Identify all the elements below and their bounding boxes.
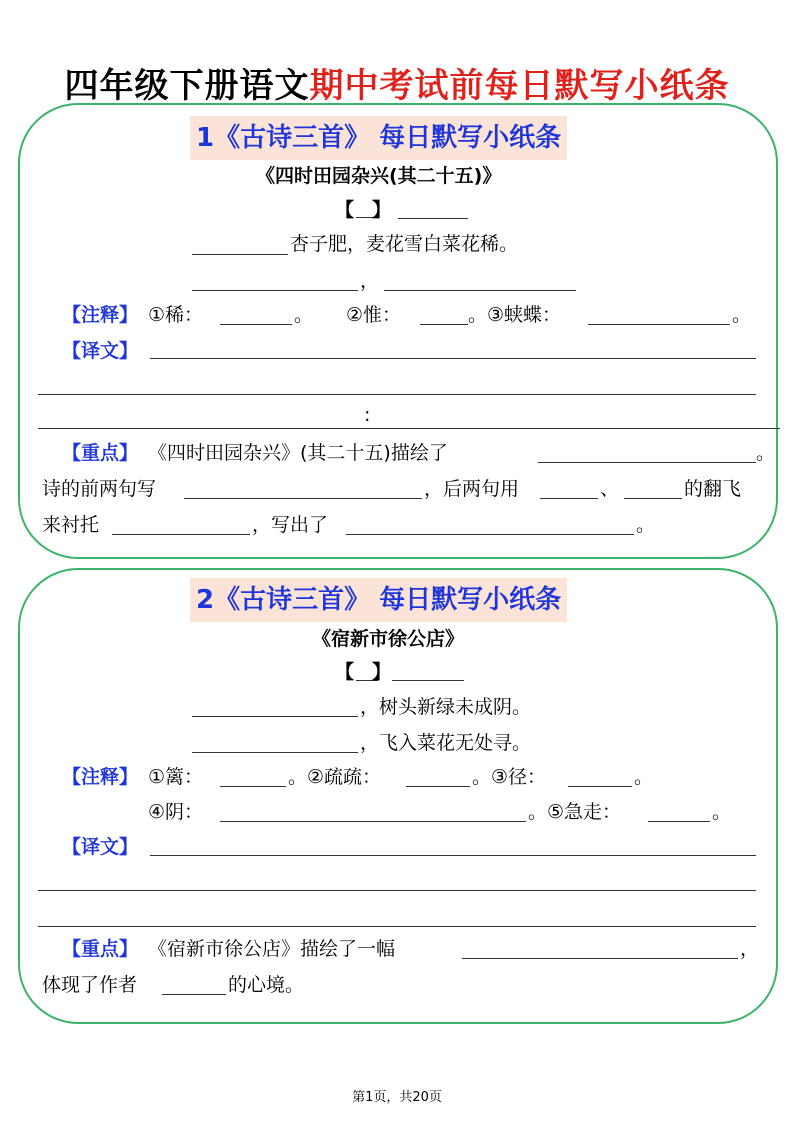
- page-title-part2: 期中考试前每日默写小纸条: [309, 66, 730, 106]
- section2-key-label: 【重点】: [62, 938, 139, 960]
- section1-key-end1: 。: [756, 442, 776, 464]
- section1-note3-blank[interactable]: [588, 324, 730, 325]
- section1-key-blank4[interactable]: [624, 498, 682, 499]
- section2-note5-blank[interactable]: [648, 821, 710, 822]
- section1-key-text1: 《四时田园杂兴》(其二十五)描绘了: [148, 442, 448, 464]
- section2-note1-blank[interactable]: [220, 786, 286, 787]
- section1-line1-text: 杏子肥，麦花雪白菜花稀。: [290, 233, 519, 255]
- section2-note1: ①篱：: [148, 766, 204, 788]
- section1-note2: ②惟：: [346, 304, 402, 326]
- page-title: [0, 58, 794, 107]
- section2-line2-blank[interactable]: [192, 752, 358, 753]
- section1-translation-line3[interactable]: [38, 428, 780, 429]
- section1-key-blank1[interactable]: [538, 462, 756, 463]
- section2-note5-end: 。: [712, 801, 732, 823]
- page-footer: 第1页，共20页: [352, 1090, 442, 1105]
- section2-note3-blank[interactable]: [568, 786, 632, 787]
- section2-author-blank[interactable]: [392, 680, 464, 681]
- section2-note5: 。⑤急走：: [528, 801, 622, 823]
- section1-note3-end: 。: [732, 304, 752, 326]
- section2-key-text1: 《宿新市徐公店》描绘了一幅: [148, 938, 396, 960]
- section1-key-end2: 。: [636, 514, 656, 536]
- section1-header: 1《古诗三首》 每日默写小纸条: [190, 116, 567, 160]
- section2-line1-blank[interactable]: [192, 716, 358, 717]
- section1-line1-blank[interactable]: [192, 254, 288, 255]
- section2-note2-blank[interactable]: [406, 786, 470, 787]
- section1-key-text2: 诗的前两句写: [42, 478, 157, 500]
- section1-key-blank3[interactable]: [540, 498, 598, 499]
- section2-translation-label: 【译文】: [62, 836, 139, 858]
- section2-header: 2《古诗三首》 每日默写小纸条: [190, 578, 567, 622]
- section1-note1-blank[interactable]: [220, 324, 292, 325]
- section2-note4-blank[interactable]: [220, 821, 526, 822]
- section2-bracket-right: 】: [372, 661, 392, 683]
- section2-poem-title: 《宿新市徐公店》: [312, 628, 465, 650]
- section1-note2-end: 。③蛱蝶：: [468, 304, 562, 326]
- section2-line2-text: ，飞入菜花无处寻。: [360, 732, 532, 754]
- section2-line1-text: ，树头新绿未成阴。: [360, 696, 532, 718]
- section2-bracket-left: 【: [335, 661, 355, 683]
- section1-translation-line1[interactable]: [150, 358, 756, 359]
- section1-key-text5: 的翻飞: [684, 478, 742, 500]
- section2-translation-line2[interactable]: [38, 890, 756, 891]
- section2-translation-line3[interactable]: [38, 926, 756, 927]
- section1-note-label: 【注释】: [62, 304, 139, 326]
- section1-bracket-left: 【: [335, 199, 355, 221]
- section2-translation-line1[interactable]: [150, 855, 756, 856]
- section2-key-text3: 的心境。: [228, 974, 305, 996]
- section2-note-label: 【注释】: [62, 766, 139, 788]
- section1-translation-line2[interactable]: [38, 394, 756, 395]
- section1-key-text3: ，后两句用: [424, 478, 520, 500]
- section1-key-blank2[interactable]: [184, 498, 422, 499]
- section1-line2-blank-a[interactable]: [192, 290, 358, 291]
- section2-key-blank1[interactable]: [462, 958, 738, 959]
- section1-key-text6: 来衬托: [42, 514, 100, 536]
- section2-note2: 。②疏疏：: [288, 766, 382, 788]
- section1-key-text4: 、: [600, 478, 620, 500]
- section2-note4: ④阴：: [148, 801, 204, 823]
- section2-key-text2: 体现了作者: [42, 974, 138, 996]
- section2-key-blank2[interactable]: [162, 994, 226, 995]
- section2-note3: 。③径：: [472, 766, 547, 788]
- section1-note2-blank[interactable]: [420, 324, 468, 325]
- section1-key-text7: ，写出了: [252, 514, 329, 536]
- page-title-part1: 四年级下册语文: [64, 66, 310, 106]
- section1-key-blank6[interactable]: [346, 534, 634, 535]
- section1-author-blank[interactable]: [398, 218, 468, 219]
- section1-note1: ①稀：: [148, 304, 204, 326]
- section1-key-blank5[interactable]: [112, 534, 250, 535]
- section1-note1-end: 。: [294, 304, 314, 326]
- section1-colon: :: [364, 404, 371, 426]
- section1-poem-title: 《四时田园杂兴(其二十五)》: [256, 165, 502, 187]
- section2-key-end1: ，: [740, 938, 760, 960]
- section1-key-label: 【重点】: [62, 442, 139, 464]
- section2-note3-end: 。: [634, 766, 654, 788]
- section1-line2-comma: ，: [360, 270, 380, 292]
- section1-line2-blank-b[interactable]: [384, 290, 576, 291]
- section1-translation-label: 【译文】: [62, 340, 139, 362]
- section1-bracket-right: 】: [372, 199, 392, 221]
